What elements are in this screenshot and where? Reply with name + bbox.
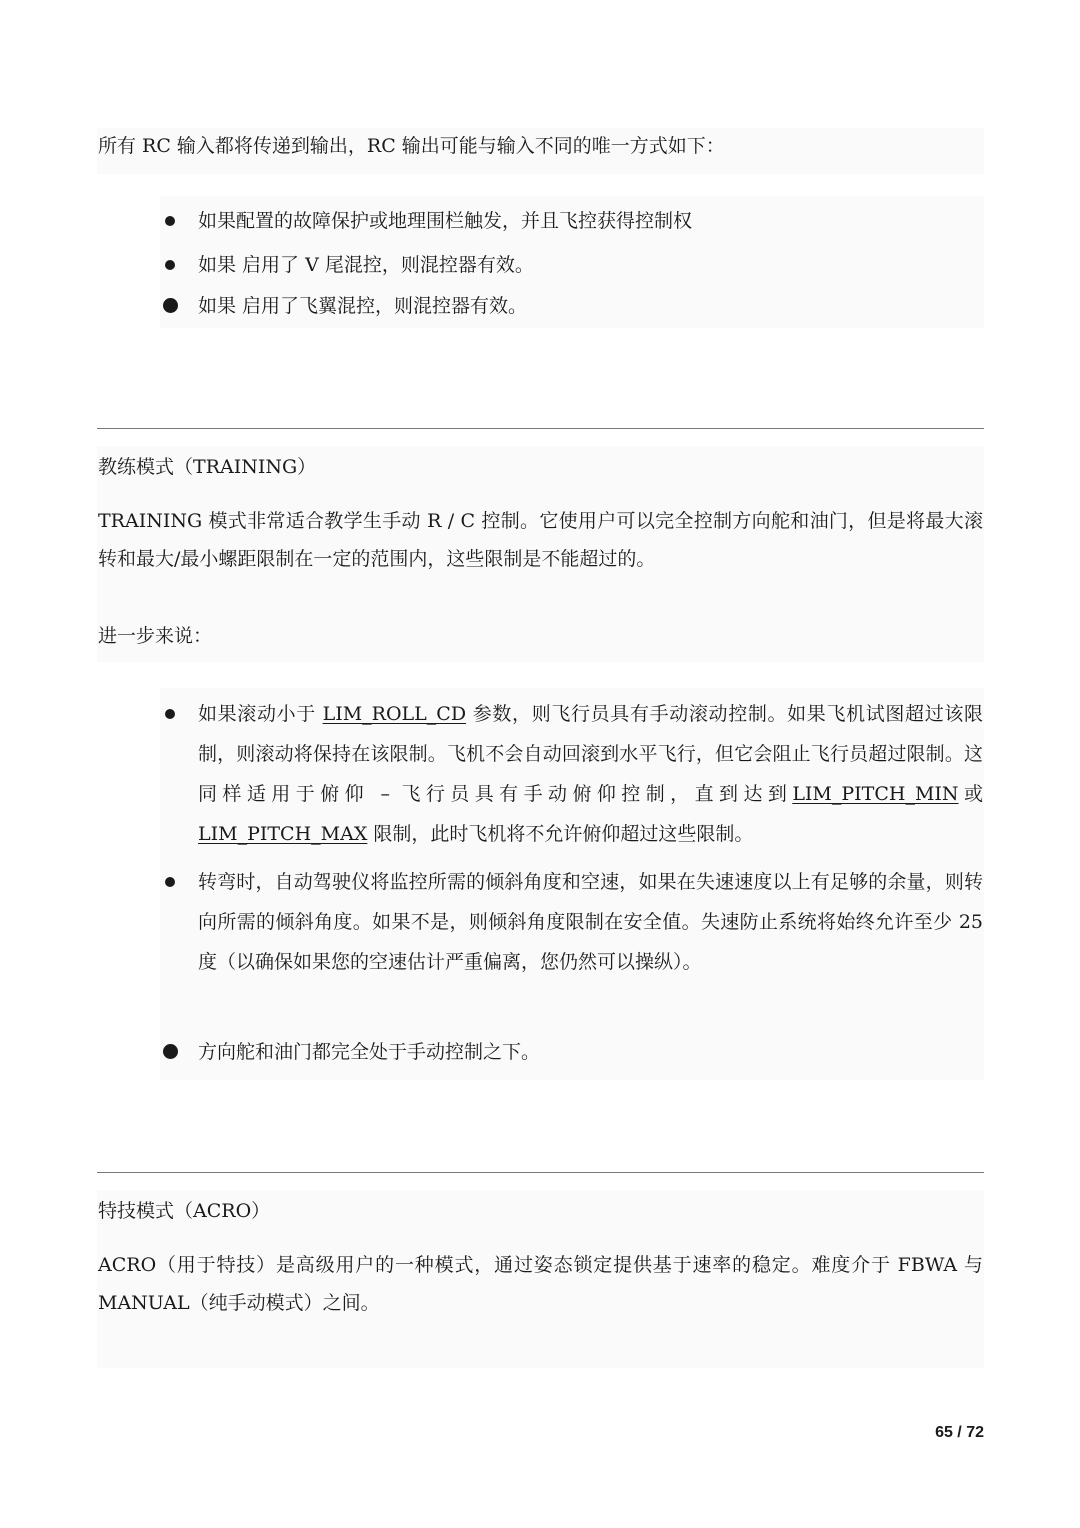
training-bullet-3-text: 方向舵和油门都完全处于手动控制之下。 [198, 1041, 541, 1063]
page-number: 65 / 72 [935, 1424, 984, 1441]
bullet-1-or: 或 [958, 783, 983, 805]
param-lim-pitch-max[interactable]: LIM_PITCH_MAX [198, 823, 368, 845]
bullet-dot [163, 1044, 178, 1059]
bullet-dot [165, 709, 175, 719]
intro-bullet-3 [165, 286, 983, 326]
acro-paragraph-1: ACRO（用于特技）是高级用户的一种模式，通过姿态锁定提供基于速率的稳定。难度介于 FBWA 与 MANUAL（纯手动模式）之间。 [98, 1254, 983, 1314]
bullet-1-post: 限制，此时飞机将不允许俯仰超过这些限制。 [367, 823, 754, 845]
bullet-1-pre: 如果滚动小于 [198, 703, 323, 725]
training-bullet-1-text [198, 694, 983, 854]
training-bullet-2 [165, 862, 983, 982]
intro-bullet-2 [165, 245, 983, 285]
bullet-dot [163, 298, 178, 313]
acro-heading: 特技模式（ACRO） [98, 1200, 271, 1222]
intro-bullet-1-text: 如果配置的故障保护或地理围栏触发，并且飞控获得控制权 [198, 210, 693, 232]
training-heading: 教练模式（TRAINING） [98, 456, 317, 478]
intro-bullet-2-text: 如果 启用了 V 尾混控，则混控器有效。 [198, 254, 534, 276]
section-divider [97, 428, 984, 429]
intro-text: 所有 RC 输入都将传递到输出，RC 输出可能与输入不同的唯一方式如下： [98, 135, 725, 157]
training-bullet-1 [165, 694, 983, 854]
bullet-1-mid: 参数，则飞行员具有手动滚动控制。如果飞机试图超过该限制，则滚动将保持在该限制。飞机不会自动回滚到水平飞行，但它会阻止飞行员超过限制。这同样适用于俯仰 – 飞行员具有手动俯仰控制，直到达到 [198, 703, 983, 805]
training-bullet-3 [165, 1032, 983, 1072]
bullet-dot [165, 216, 175, 226]
bullet-dot [165, 877, 175, 887]
training-paragraph-2: 进一步来说： [98, 625, 213, 647]
training-bullet-2-text: 转弯时，自动驾驶仪将监控所需的倾斜角度和空速，如果在失速速度以上有足够的余量，则转向所需的倾斜角度。如果不是，则倾斜角度限制在安全值。失速防止系统将始终允许至少 25 度（以确保如果您的空速估计严重偏离，您仍然可以操纵）。 [198, 871, 983, 973]
intro-bullet-3-text: 如果 启用了飞翼混控，则混控器有效。 [198, 295, 528, 317]
training-paragraph-1: TRAINING 模式非常适合教学生手动 R / C 控制。它使用户可以完全控制方向舵和油门，但是将最大滚转和最大/最小螺距限制在一定的范围内，这些限制是不能超过的。 [98, 510, 983, 570]
param-lim-pitch-min[interactable]: LIM_PITCH_MIN [792, 783, 959, 805]
intro-bullet-1 [165, 201, 983, 241]
param-lim-roll-cd[interactable]: LIM_ROLL_CD [322, 703, 467, 725]
bullet-dot [165, 260, 175, 270]
section-divider [97, 1172, 984, 1173]
